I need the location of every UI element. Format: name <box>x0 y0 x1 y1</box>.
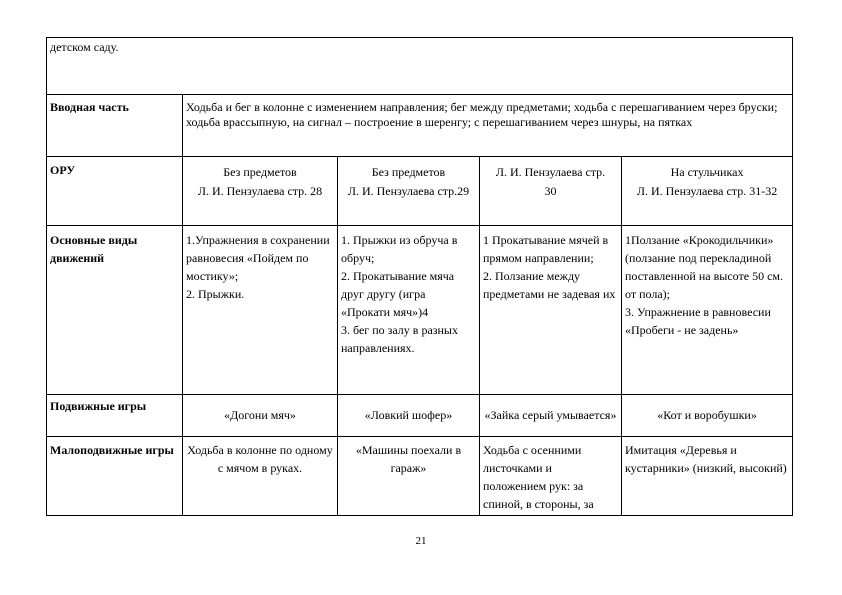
intro-text: детском саду. <box>50 40 119 54</box>
malopodvizhnye-cell-1: Ходьба в колонне по одному с мячом в руках. <box>183 437 338 516</box>
table-row-intro <box>47 38 793 95</box>
oru-cell-4: На стульчиках Л. И. Пензулаева стр. 31-32 <box>622 157 793 226</box>
table-row-oru <box>47 157 793 226</box>
osnovnye-cell-4: 1Ползание «Крокодильчики» (ползание под перекладиной поставленной на высоте 50 см. от пола); 3. Упражнение в равновесии «Пробеги - не задень» <box>622 226 793 395</box>
table-row-osnovnye <box>47 226 793 395</box>
intro-cell <box>47 38 793 95</box>
row-label-oru: ОРУ <box>47 157 183 226</box>
malopodvizhnye-cell-3: Ходьба с осенними листочками и положением рук: за спиной, в стороны, за <box>480 437 622 516</box>
podvizhnye-cell-1: «Догони мяч» <box>183 395 338 437</box>
oru-cell-1: Без предметов Л. И. Пензулаева стр. 28 <box>183 157 338 226</box>
osnovnye-cell-1: 1.Упражнения в сохранении равновесия «Пойдем по мостику»; 2. Прыжки. <box>183 226 338 395</box>
row-label-podvizhnye: Подвижные игры <box>47 395 183 437</box>
row-label-osnovnye: Основные виды движений <box>47 226 183 395</box>
podvizhnye-cell-2: «Ловкий шофер» <box>338 395 480 437</box>
osnovnye-cell-3: 1 Прокатывание мячей в прямом направлении; 2. Ползание между предметами не задевая их <box>480 226 622 395</box>
table-row-podvizhnye <box>47 395 793 437</box>
row-label-vvodnaya: Вводная часть <box>47 95 183 157</box>
malopodvizhnye-cell-4: Имитация «Деревья и кустарники» (низкий, высокий) <box>622 437 793 516</box>
table-row-vvodnaya <box>47 95 793 157</box>
oru-cell-3: Л. И. Пензулаева стр. 30 <box>480 157 622 226</box>
oru-cell-2: Без предметов Л. И. Пензулаева стр.29 <box>338 157 480 226</box>
malopodvizhnye-cell-2: «Машины поехали в гараж» <box>338 437 480 516</box>
page-number: 21 <box>415 535 427 547</box>
podvizhnye-cell-4: «Кот и воробушки» <box>622 395 793 437</box>
osnovnye-cell-2: 1. Прыжки из обруча в обруч; 2. Прокатывание мяча друг другу (игра «Прокати мяч»)4 3. бег по залу в разных направлениях. <box>338 226 480 395</box>
vvodnaya-text-cell: Ходьба и бег в колонне с изменением направления; бег между предметами; ходьба с перешагиванием через бруски; ходьба врассыпную, на сигнал – построение в шеренгу; с перешагиванием через шнуры, на пятках <box>183 95 793 157</box>
table-row-malopodvizhnye <box>47 437 793 516</box>
podvizhnye-cell-3: «Зайка серый умывается» <box>480 395 622 437</box>
lesson-plan-table <box>46 37 793 516</box>
row-label-malopodvizhnye: Малоподвижные игры <box>47 437 183 516</box>
